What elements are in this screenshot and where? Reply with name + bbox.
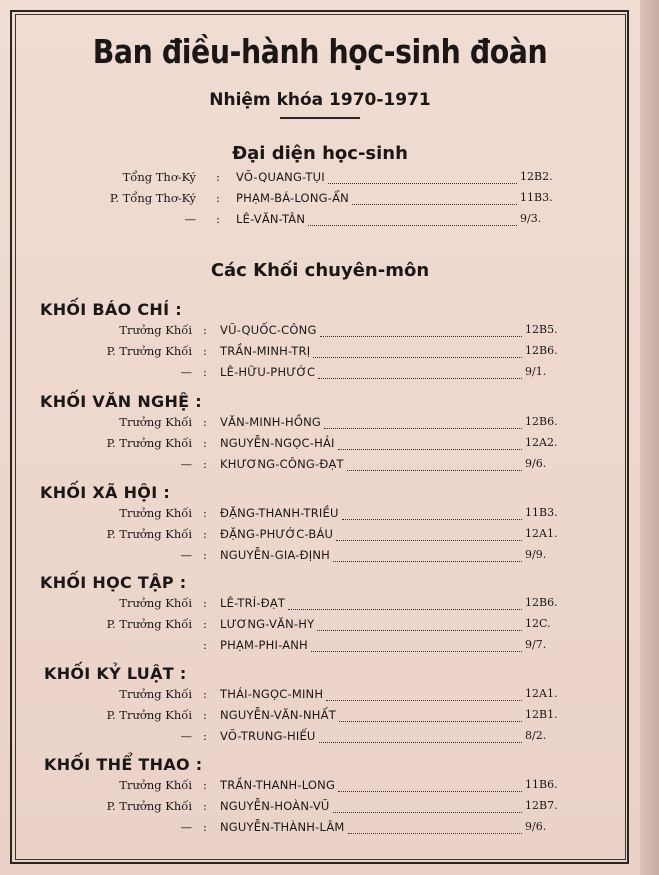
role-label: P. Trưởng Khối — [106, 617, 192, 631]
separator-colon: : — [203, 708, 207, 722]
department-heading: KHỐI KỶ LUẬT : — [44, 664, 187, 683]
department-heading: KHỐI XÃ HỘI : — [40, 483, 171, 502]
separator-colon: : — [203, 548, 207, 562]
role-label: P. Trưởng Khối — [106, 527, 192, 541]
dot-leader — [326, 698, 522, 701]
class-label: 8/2. — [525, 729, 547, 742]
member-name: LÊ-VĂN-TÂN — [236, 212, 306, 226]
role-label: — — [180, 457, 192, 471]
class-label: 12B2. — [520, 170, 553, 183]
class-label: 12B7. — [525, 799, 558, 812]
member-row — [0, 323, 640, 343]
member-row — [0, 778, 640, 798]
member-name: NGUYỄN-GIA-ĐỊNH — [220, 548, 331, 562]
class-label: 9/6. — [525, 820, 547, 833]
member-row — [0, 415, 640, 435]
role-label: P. Trưởng Khối — [106, 436, 192, 450]
department-heading: KHỐI HỌC TẬP : — [40, 573, 187, 592]
member-name: PHẠM-PHI-ANH — [220, 638, 308, 652]
member-name: PHẠM-BÁ-LONG-ẨN — [236, 191, 349, 205]
departments-heading: Các Khối chuyên-môn — [210, 260, 430, 281]
separator-colon: : — [203, 506, 207, 520]
department-heading: KHỐI VĂN NGHỆ : — [40, 392, 202, 411]
role-label: — — [180, 548, 192, 562]
role-label: P. Trưởng Khối — [106, 708, 192, 722]
separator-colon: : — [203, 457, 207, 471]
role-label: Trưởng Khối — [119, 687, 192, 701]
dot-leader — [308, 223, 517, 226]
separator-colon: : — [203, 638, 207, 652]
dot-leader — [317, 628, 522, 631]
member-name: VĂN-MINH-HỒNG — [220, 415, 322, 429]
class-label: 11B6. — [525, 778, 558, 791]
separator-colon: : — [216, 191, 220, 205]
class-label: 12B1. — [525, 708, 558, 721]
dot-leader — [342, 517, 522, 520]
role-label: — — [180, 729, 192, 743]
separator-colon: : — [203, 778, 207, 792]
member-row — [0, 617, 640, 637]
member-name: KHƯƠNG-CÔNG-ĐẠT — [220, 457, 344, 471]
member-name: ĐẶNG-PHƯỚC-BÁU — [220, 527, 334, 541]
member-name: LÊ-HỮU-PHƯỚC — [220, 365, 316, 379]
role-label: Trưởng Khối — [119, 323, 192, 337]
separator-colon: : — [203, 820, 207, 834]
role-label: — — [180, 365, 192, 379]
representatives-heading: Đại diện học-sinh — [232, 143, 408, 164]
member-row — [0, 799, 640, 819]
separator-colon: : — [203, 527, 207, 541]
class-label: 12A1. — [525, 527, 558, 540]
term-subtitle: Nhiệm khóa 1970-1971 — [209, 90, 431, 110]
member-row — [0, 638, 640, 658]
subtitle-underline — [280, 117, 360, 119]
role-label: Trưởng Khối — [119, 506, 192, 520]
dot-leader — [318, 376, 522, 379]
dot-leader — [338, 789, 522, 792]
member-row — [0, 687, 640, 707]
role-label: Trưởng Khối — [119, 415, 192, 429]
separator-colon: : — [203, 799, 207, 813]
member-name: NGUYỄN-NGỌC-HẢI — [220, 436, 335, 450]
dot-leader — [311, 649, 522, 652]
dot-leader — [333, 810, 522, 813]
member-name: LƯƠNG-VĂN-HY — [220, 617, 315, 631]
member-row — [0, 457, 640, 477]
member-name: VÕ-TRUNG-HIẾU — [220, 729, 316, 743]
class-label: 9/7. — [525, 638, 547, 651]
member-row — [0, 344, 640, 364]
separator-colon: : — [203, 415, 207, 429]
member-row — [0, 436, 640, 456]
class-label: 9/1. — [525, 365, 547, 378]
member-name: VŨ-QUỐC-CÔNG — [220, 323, 317, 337]
member-row — [0, 365, 640, 385]
member-row — [0, 548, 640, 568]
department-heading: KHỐI THỂ THAO : — [44, 755, 203, 774]
separator-colon: : — [203, 365, 207, 379]
separator-colon: : — [216, 212, 220, 226]
dot-leader — [348, 831, 522, 834]
class-label: 12B6. — [525, 415, 558, 428]
role-label: Tổng Thơ-Ký — [122, 170, 196, 184]
member-row — [0, 596, 640, 616]
dot-leader — [339, 719, 522, 722]
dot-leader — [288, 607, 522, 610]
separator-colon: : — [203, 687, 207, 701]
role-label: P. Trưởng Khối — [106, 344, 192, 358]
page-edge — [640, 0, 659, 875]
dot-leader — [319, 740, 522, 743]
member-row — [0, 212, 640, 232]
role-label: Trưởng Khối — [119, 778, 192, 792]
member-row — [0, 170, 640, 190]
separator-colon: : — [203, 436, 207, 450]
separator-colon: : — [203, 596, 207, 610]
class-label: 9/9. — [525, 548, 547, 561]
member-row — [0, 820, 640, 840]
dot-leader — [333, 559, 522, 562]
separator-colon: : — [203, 729, 207, 743]
separator-colon: : — [203, 617, 207, 631]
class-label: 9/6. — [525, 457, 547, 470]
separator-colon: : — [203, 323, 207, 337]
class-label: 11B3. — [525, 506, 558, 519]
class-label: 11B3. — [520, 191, 553, 204]
dot-leader — [347, 468, 522, 471]
separator-colon: : — [216, 170, 220, 184]
member-row — [0, 191, 640, 211]
department-heading: KHỐI BÁO CHÍ : — [40, 300, 182, 319]
dot-leader — [320, 334, 522, 337]
member-row — [0, 506, 640, 526]
member-row — [0, 708, 640, 728]
member-name: TRẦN-THANH-LONG — [220, 778, 336, 792]
member-name: LÊ-TRÍ-ĐẠT — [220, 596, 286, 610]
member-row — [0, 527, 640, 547]
class-label: 12C. — [525, 617, 551, 630]
role-label: — — [184, 212, 196, 226]
member-name: ĐẶNG-THANH-TRIỀU — [220, 506, 339, 520]
member-name: NGUYỄN-HOÀN-VŨ — [220, 799, 330, 813]
member-name: NGUYỄN-VĂN-NHẤT — [220, 708, 336, 722]
member-name: NGUYỄN-THÀNH-LÂM — [220, 820, 345, 834]
class-label: 12B6. — [525, 596, 558, 609]
class-label: 12A2. — [525, 436, 558, 449]
dot-leader — [328, 181, 517, 184]
member-row — [0, 729, 640, 749]
dot-leader — [352, 202, 517, 205]
dot-leader — [336, 538, 522, 541]
class-label: 12B6. — [525, 344, 558, 357]
class-label: 9/3. — [520, 212, 542, 225]
member-name: THÁI-NGỌC-MINH — [220, 687, 324, 701]
dot-leader — [313, 355, 522, 358]
role-label: Trưởng Khối — [119, 596, 192, 610]
role-label: — — [180, 820, 192, 834]
member-name: TRẦN-MINH-TRỊ — [220, 344, 311, 358]
dot-leader — [324, 426, 522, 429]
dot-leader — [338, 447, 522, 450]
page-title: Ban điều-hành học-sinh đoàn — [92, 32, 548, 71]
class-label: 12B5. — [525, 323, 558, 336]
separator-colon: : — [203, 344, 207, 358]
role-label: P. Tổng Thơ-Ký — [109, 191, 196, 205]
member-name: VÕ-QUANG-TỤI — [236, 170, 325, 184]
class-label: 12A1. — [525, 687, 558, 700]
role-label: P. Trưởng Khối — [106, 799, 192, 813]
